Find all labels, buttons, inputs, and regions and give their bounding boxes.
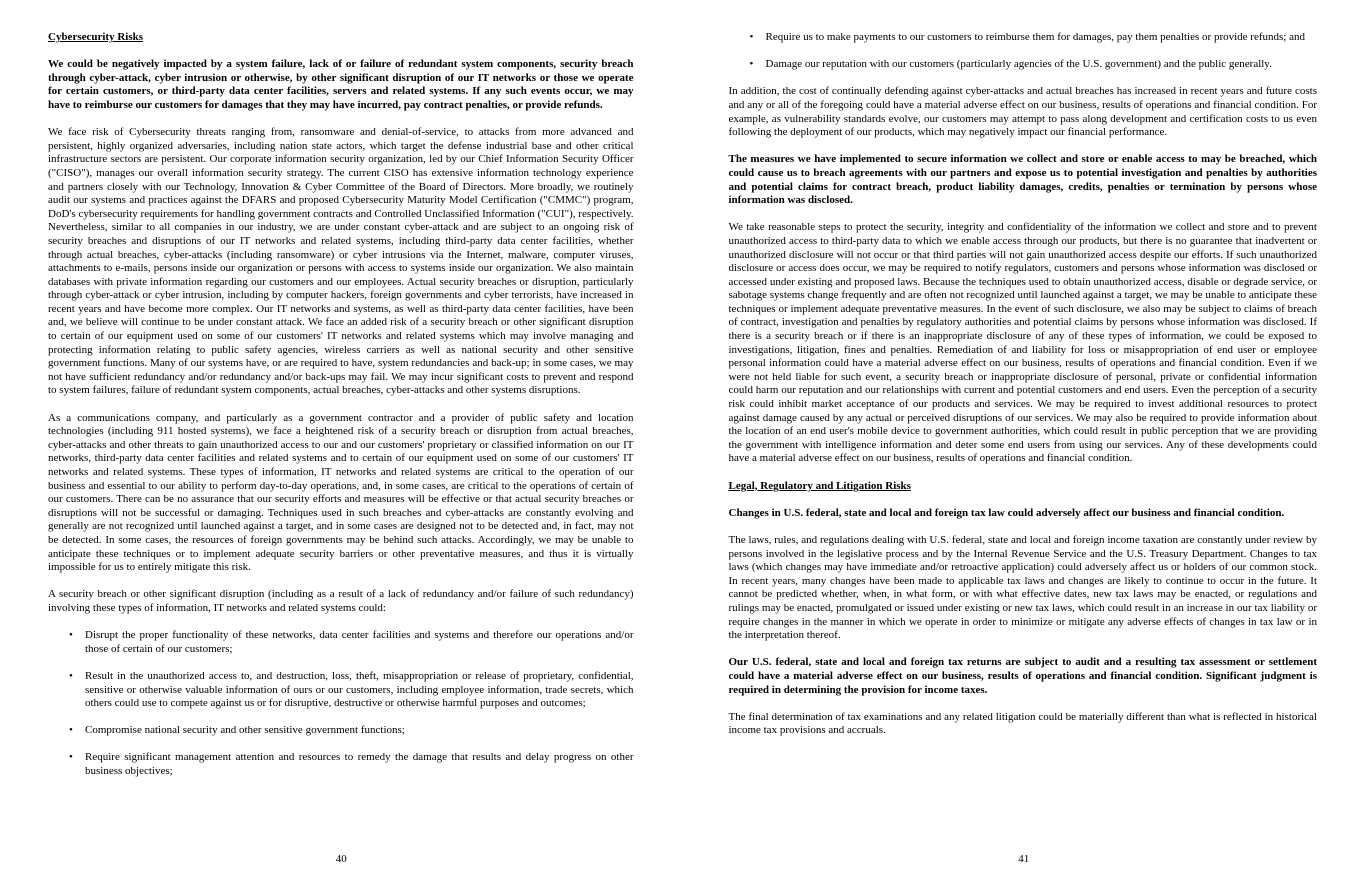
bullet-item-management-attention: [48, 751, 634, 778]
bullet-list-breach-consequences-continued: [729, 31, 1318, 72]
paragraph-tax-examinations: The final determination of tax examinations and any related litigation could be materially different than what is reflected in historical income tax provisions and accruals.: [728, 710, 1317, 737]
bullet-item-damage-reputation: [729, 58, 1318, 72]
bullet-icon: •: [749, 31, 754, 43]
bullet-icon: •: [69, 751, 73, 764]
bullet-text: Result in the unauthorized access to, and destruction, loss, theft, misappropriation or release of proprietary, confidential, sensitive or otherwise valuable information of ours or our customers, including employee information, trade secrets, which others could use to compete against us or for disruptive, destructive or otherwise harmful purposes and outcomes;: [85, 669, 634, 710]
bullet-list-breach-consequences: [48, 629, 634, 779]
paragraph-tax-laws: The laws, rules, and regulations dealing with U.S. federal, state and local and foreign income taxation are constantly under review by persons involved in the legislative process and by the Internal Revenue Service and the U.S. Treasury Department. Changes to tax laws (which changes may have immediate and/or retroactive application) could adversely affect us or holders of our common stock. In recent years, many changes have been made to applicable tax laws and changes are likely to continue to occur in the future. It cannot be predicted whether, when, in what form, or with what effective dates, new tax laws may be enacted, or regulations and rulings may be enacted, promulgated or issued under existing or new tax laws, which could result in an increase in our tax liability or require changes in the manner in which we operate in order to minimize or mitigate any adverse effects of changes in tax law or in the interpretation thereof.: [728, 533, 1317, 642]
risk-statement-tax-law-changes: Changes in U.S. federal, state and local and foreign tax law could adversely affect our business and financial condition.: [728, 506, 1285, 519]
bullet-text: Require us to make payments to our customers to reimburse them for damages, pay them penalties or provide refunds; and: [765, 31, 1305, 43]
bullet-item-unauthorized-access: [48, 670, 634, 711]
bullet-text: Compromise national security and other sensitive government functions;: [85, 724, 405, 737]
page-41: [683, 0, 1365, 889]
risk-statement-measures-breached: The measures we have implemented to secure information we collect and store or enable access to may be breached, which could cause us to breach agreements with our partners and expose us to potential investigation and penalties by authorities and potential claims for contract breach, product liability damages, credits, penalties or termination by persons whose information was disclosed.: [728, 153, 1317, 207]
section-heading-legal-regulatory: Legal, Regulatory and Litigation Risks: [728, 479, 911, 492]
bullet-icon: •: [69, 629, 73, 642]
bullet-icon: •: [69, 724, 73, 737]
bullet-item-national-security: [48, 724, 634, 738]
paragraph-reasonable-steps: We take reasonable steps to protect the security, integrity and confidentiality of the information we collect and store and to prevent unauthorized access to third-party data to which we enable access through our products, but there is no guarantee that inadvertent or unauthorized disclosure will not occur or that third parties will not gain unauthorized access despite our efforts. If such unauthorized disclosure or access does occur, we may be required to notify regulators, customers and persons whose information was disclosed or accessed under existing and proposed laws. Because the techniques used to obtain unauthorized access, disable or degrade service, or sabotage systems change frequently and are often not recognized until launched against a target, we may be unable to anticipate these techniques or implement adequate preventative measures. In the event of such disclosure, we also may be subject to claims of breach of contract, investigation and penalties by regulatory authorities and potential claims by persons whose information was disclosed. If there is a security breach or if there is an inappropriate disclosure of any of these types of information, we could be exposed to investigations, litigation, fines and penalties. Remediation of and liability for loss or misappropriation of end user or employee personal information could have a material adverse effect on our business, results of operations and financial condition. Even if we were not held liable for such event, a security breach or inappropriate disclosure of personal, private or confidential information could harm our reputation and our relationships with current and potential customers and end users. Even the perception of a security risk could inhibit market acceptance of our products and services. We may be required to invest additional resources to protect against damage caused by any actual or perceived disruptions of our services. We may also be required to provide information about the location of an end user's mobile device to government authorities, which could result in public perception that we are providing the government with intelligence information and deter some end users from using our services. Any of these developments could have a material adverse effect on our business, results of operations and financial condition.: [728, 221, 1317, 465]
bullet-item-disrupt: [48, 629, 634, 656]
bullet-icon: •: [749, 58, 754, 71]
paragraph-breach-consequences-intro: A security breach or other significant disruption (including as a result of a lack of redundancy and/or failure of such redundancy) involving these types of information, IT networks and related systems could:: [48, 588, 634, 614]
page-number-right: 41: [1018, 853, 1030, 866]
bullet-text: Disrupt the proper functionality of these networks, data center facilities and systems and therefore our operations and/or those of certain of our customers;: [85, 629, 634, 655]
risk-statement-bold: We could be negatively impacted by a system failure, lack of or failure of redundant system components, security breach through cyber-attack, cyber intrusion or otherwise, by other significant disruption of our IT networks or those we operate for certain customers, or third-party data center facilities, servers and related systems. If any such events occur, we may have to reimburse our customers for damages that they may have incurred, pay contract penalties, or provide refunds.: [48, 58, 634, 111]
bullet-text: Require significant management attention and resources to remedy the damage that results and delay progress on other business objectives;: [85, 751, 634, 778]
page-number-left: 40: [335, 853, 347, 866]
paragraph-cyber-threats: We face risk of Cybersecurity threats ranging from, ransomware and denial-of-service, to attacks from more advanced and persistent, highly organized adversaries, including nation state actors, which target the defense industrial base and other critical infrastructure sectors are persistent. Our corporate information security organization, led by our Chief Information Security Officer ("CISO"), manages our overall information security strategy. The current CISO has extensive information technology experience and partners closely with our Technology, Innovation & Cyber Committee of the Board of Directors. More broadly, we routinely audit our systems and practices against the DFARS and proposed Cybersecurity Maturity Model Certification ("CMMC") program, DoD's cybersecurity requirements for handling government contracts and Controlled Unclassified Information ("CUI"), respectively. Nevertheless, similar to all companies in our industry, we are under constant cyber-attack and are subject to an ongoing risk of security breaches and disruptions of our IT networks and related systems, including third-party data center facilities, whether through actual breaches, cyber-attacks (including ransomware) or cyber intrusions via the Internet, malware, computer viruses, attachments to e-mails, persons inside our organization or persons with access to systems inside our organization. We also maintain databases with private information regarding our customers and our employees. Actual security breaches or disruption, particularly through cyber-attack or cyber intrusion, including by computer hackers, foreign governments and cyber terrorists, have increased in recent years and have become more complex. Our IT networks and systems, as well as third-party data center facilities, have been and, we believe will continue to be under constant attack. We face an added risk of a security breach or other significant disruption to certain of our equipment used on some of our customers' IT networks and related systems which may involve managing and protecting information relating to public safety agencies, wireless carriers as well as national security and other sensitive government functions. Many of our systems have, or are required to have, system redundancies and back-up; in some cases, we may not have sufficient redundancy and/or redundancy and/or back-ups may fail. We may incur significant costs to prevent and respond to system failures, failure of redundant system components, actual breaches, cyber-attacks and other systems disruptions.: [48, 126, 634, 397]
bullet-item-reimburse-payments: [729, 31, 1318, 45]
paragraph-communications-company: As a communications company, and particularly as a government contractor and a provider of public safety and location technologies (including 911 hosted systems), we face a heightened risk of a security breach or disruption from actual breaches, cyber-attacks and other threats to gain unauthorized access to our and our customers' proprietary or classified information on our IT networks, third-party data center facilities and related systems and to certain of our equipment used on some of our customers' IT networks and related systems. These types of information, IT networks and related systems are critical to the operation of our business and essential to our ability to perform day-to-day operations, and, in some cases, are critical to the operations of certain of our customers. There can be no assurance that our security efforts and measures will be effective or that actual security breaches or disruptions will not be successful or damaging. Techniques used in such breaches and cyber-attacks are constantly evolving and generally are not recognized until launched against a target, and in some cases are designed not to be detected and, in fact, may not be detected. In some cases, the resources of foreign governments may be behind such attacks. Accordingly, we may be unable to anticipate these techniques or to implement adequate security barriers or other preventative measures, and thus it is virtually impossible for us to entirely mitigate this risk.: [48, 411, 634, 574]
bullet-icon: •: [69, 669, 73, 682]
paragraph-cost-of-defending: In addition, the cost of continually defending against cyber-attacks and actual breaches has increased in recent years and future costs and any or all of the foregoing could have a material adverse effect on our business, results of operations and financial condition. For example, as vulnerability standards evolve, our customers may attempt to pass along development and certification costs to us even following the deployment of our products, which may negatively impact our financial performance.: [728, 85, 1317, 139]
section-heading-cybersecurity-risks: Cybersecurity Risks: [48, 31, 144, 43]
bullet-text: Damage our reputation with our customers (particularly agencies of the U.S. government) and the public generally.: [765, 58, 1272, 71]
risk-statement-tax-audit: Our U.S. federal, state and local and foreign tax returns are subject to audit and a resulting tax assessment or settlement could have a material adverse effect on our business, results of operations and financial condition. Significant judgment is required in determining the provision for income taxes.: [728, 656, 1317, 696]
